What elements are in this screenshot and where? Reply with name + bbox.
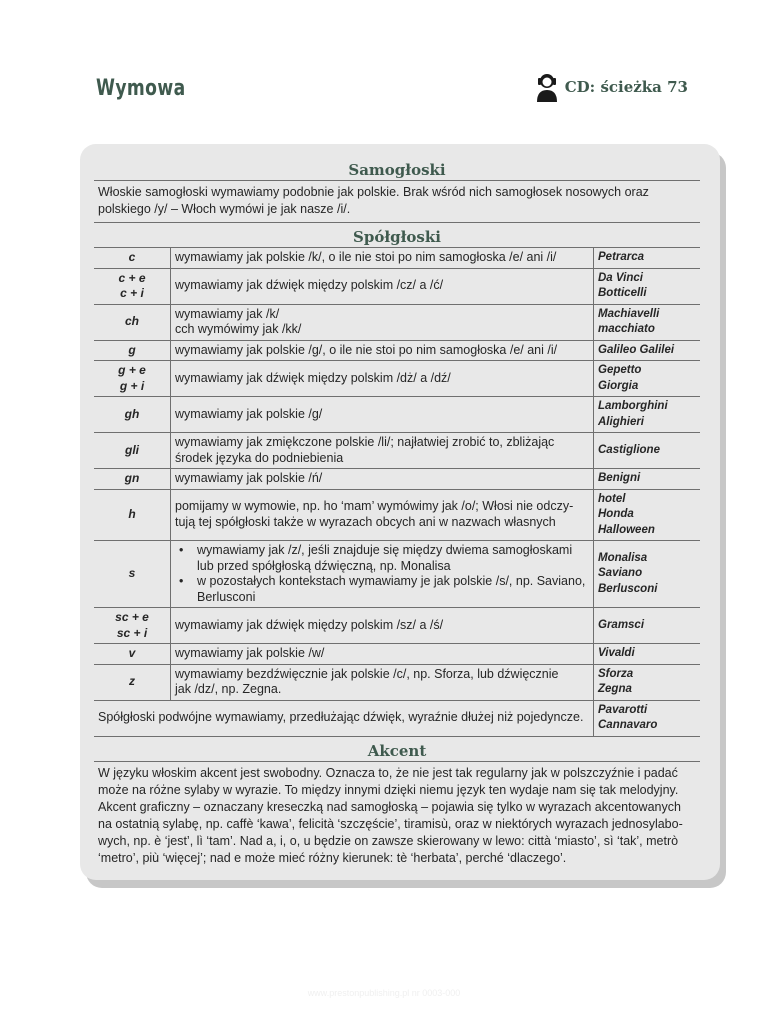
letter-line: g + e [118,363,146,377]
example: Benigni [598,472,641,484]
consonant-letter [94,644,171,665]
description-line: wymawiamy jak dźwięk między polskim /dż/ a /dź/ [175,370,451,385]
consonant-description [171,340,594,361]
bullet-line: • wymawiamy jak /z/, jeśli znajduje się między dwiema samogłoskami [175,543,589,559]
bullet-line: • w pozostałych kontekstach wymawiamy je jak polskie /s/, np. Saviano, [175,574,589,590]
consonant-examples [594,664,701,700]
text-line: Włoskie samogłoski wymawiamy podobnie jak polskie. Brak wśród nich samogłosek nosowych oraz [98,185,649,199]
example: Cannavaro [598,719,658,731]
consonant-examples [594,397,701,433]
description-line: pomijamy w wymowie, np. ho ‘mam’ wymówimy jak /o/; Włosi nie odczy- [175,499,574,514]
consonant-description [171,433,594,469]
letter-line: z [129,674,135,689]
example: Honda [598,508,634,520]
consonant-examples [594,608,701,644]
table-row [94,644,700,665]
bullet-line: Berlusconi [197,589,256,604]
letter-line: gn [124,471,140,485]
description-line: wymawiamy jak dźwięk między polskim /sz/ a /ś/ [175,617,444,632]
text-line: może na różne sylaby w wyrazie. To między innymi dzięki niemu język ten wydaje nam się tak melodyjny. [98,782,679,797]
letter-line: c + i [120,286,144,300]
text-line: ‘metro’, più ‘więcej’; nad e może mieć różny kierunek: tè ‘herbata’, perché ‘dlaczego’. [98,850,567,865]
consonant-letter [94,469,171,490]
cd-track-label: CD: ścieżka 73 [564,78,688,96]
example: Castiglione [598,443,660,456]
page-title: Wymowa [96,76,186,101]
consonant-letter [94,397,171,433]
example: macchiato [598,323,655,335]
description-line: środek języka do podniebienia [175,450,344,465]
pronunciation-card [80,144,720,880]
example: Sforza [598,667,634,680]
consonant-description [171,469,594,490]
letter-line: h [128,507,136,521]
cd-track-badge [535,72,688,102]
letter-line: g + i [119,378,145,393]
consonant-examples [594,541,701,608]
example: Botticelli [598,287,647,299]
letter-line: c + e [118,270,146,285]
description-line: cch wymówimy jak /kk/ [175,322,302,336]
letter-line: s [128,566,136,581]
example: Pavarotti [598,703,648,716]
example: Zegna [598,683,632,695]
example: Alighieri [598,415,645,428]
consonant-examples [594,304,701,340]
description-line: wymawiamy jak polskie /w/ [175,646,325,660]
letter-line: sc + i [116,625,148,640]
consonant-examples [594,644,701,665]
consonant-description [171,489,594,541]
text-line: na ostatnią sylabę, np. caffè ‘kawa’, felicità ‘szczęście’, tiramisù, oraz w niektórych wyrazach jednosylabo- [98,816,683,831]
table-row [94,361,700,397]
letter-line: v [128,646,136,660]
vowels-text [94,181,700,222]
example: Petrarca [598,251,645,263]
example: Giorgia [598,379,639,392]
description-line: wymawiamy jak polskie /g/ [175,406,323,421]
table-row [94,248,700,269]
consonant-letter [94,664,171,700]
description-line: wymawiamy jak zmiękczone polskie /li/; najłatwiej zrobić to, zbliżając [175,435,555,449]
consonant-examples [594,433,701,469]
consonant-letter [94,433,171,469]
table-row [94,469,700,490]
example: Vivaldi [598,647,635,659]
consonant-examples [594,361,701,397]
description-line: wymawiamy jak /k/ [175,306,280,321]
consonant-description [171,248,594,269]
consonant-description [171,268,594,304]
example: hotel [598,492,626,505]
consonant-letter [94,489,171,541]
text-line: polskiego /y/ – Włoch wymówi je jak nasze /i/. [98,202,351,216]
table-row [94,340,700,361]
bullet-line: lub przed spółgłoską dźwięczną, np. Monalisa [197,558,451,573]
consonant-description [171,644,594,665]
double-consonants-text: Spółgłoski podwójne wymawiamy, przedłużając dźwięk, wyraźnie dłużej niż pojedyncze. [94,700,594,736]
letter-line: c [128,250,136,264]
consonants-title: Spółgłoski [353,228,441,246]
table-row [94,664,700,700]
consonant-description [171,608,594,644]
headphones-person-icon [535,72,559,102]
letter-line: ch [124,314,139,329]
consonant-letter [94,248,171,269]
table-row [94,268,700,304]
example: Berlusconi [598,582,658,595]
description-line: wymawiamy jak polskie /g/, o ile nie stoi po nim samogłoska /e/ ani /i/ [175,342,558,357]
consonant-examples [594,469,701,490]
example: Gepetto [598,364,642,376]
letter-line: g [128,342,136,357]
example: Halloween [598,523,655,536]
description-line: wymawiamy jak dźwięk między polskim /cz/ a /ć/ [175,278,444,293]
table-row [94,608,700,644]
example: Galileo Galilei [598,343,675,356]
table-row [94,700,700,736]
text-line: W języku włoskim akcent jest swobodny. Oznacza to, że nie jest tak regularny jak w polszczyźnie i padać [98,765,678,780]
consonant-letter [94,340,171,361]
table-row [94,397,700,433]
text-line: Akcent graficzny – oznaczany kreseczką nad samogłoską – pojawia się tylko w wyrazach akcentowanych [98,799,681,814]
description-line: wymawiamy bezdźwięcznie jak polskie /c/, np. Sforza, lub dźwięcznie [175,666,559,681]
consonant-letter [94,304,171,340]
double-consonants-examples [594,700,701,736]
consonant-examples [594,489,701,541]
example: Machiavelli [598,307,660,320]
consonant-examples [594,248,701,269]
example: Monalisa [598,551,648,564]
example: Gramsci [598,618,645,631]
accent-title: Akcent [367,741,427,760]
card-content [94,156,700,871]
example: Lamborghini [598,400,668,412]
letter-line: sc + e [115,610,149,624]
consonant-description [171,304,594,340]
consonant-examples [594,268,701,304]
vowels-title: Samogłoski [348,161,446,179]
table-row [94,489,700,541]
description-line: wymawiamy jak polskie /ń/ [175,471,323,485]
consonants-table [94,247,700,737]
consonant-letter [94,361,171,397]
example: Da Vinci [598,271,643,284]
consonant-description [171,664,594,700]
description-line: wymawiamy jak polskie /k/, o ile nie stoi po nim samogłoska /e/ ani /i/ [175,250,557,264]
table-row [94,304,700,340]
example: Saviano [598,567,643,580]
consonant-letter [94,268,171,304]
text-line: wych, np. è ‘jest’, lì ‘tam’. Nad a, i, o, u będzie on zawsze skierowany w lewo: città ‘miasto’, sì ‘tak’, metrò [98,833,679,848]
watermark: www.prestonpublishing.pl nr 0003-000 [307,988,461,998]
letter-line: gli [125,442,139,457]
consonant-letter [94,608,171,644]
consonant-description [171,361,594,397]
consonant-description [171,397,594,433]
description-line: tują tej spółgłoski także w wyrazach obcych ani w nazwach własnych [175,514,556,529]
letter-line: gh [124,406,140,421]
accent-text [94,762,700,871]
table-row [94,541,700,608]
consonant-letter [94,541,171,608]
consonant-description [171,541,594,608]
description-line: jak /dz/, np. Zegna. [175,682,282,696]
consonant-examples [594,340,701,361]
table-row [94,433,700,469]
